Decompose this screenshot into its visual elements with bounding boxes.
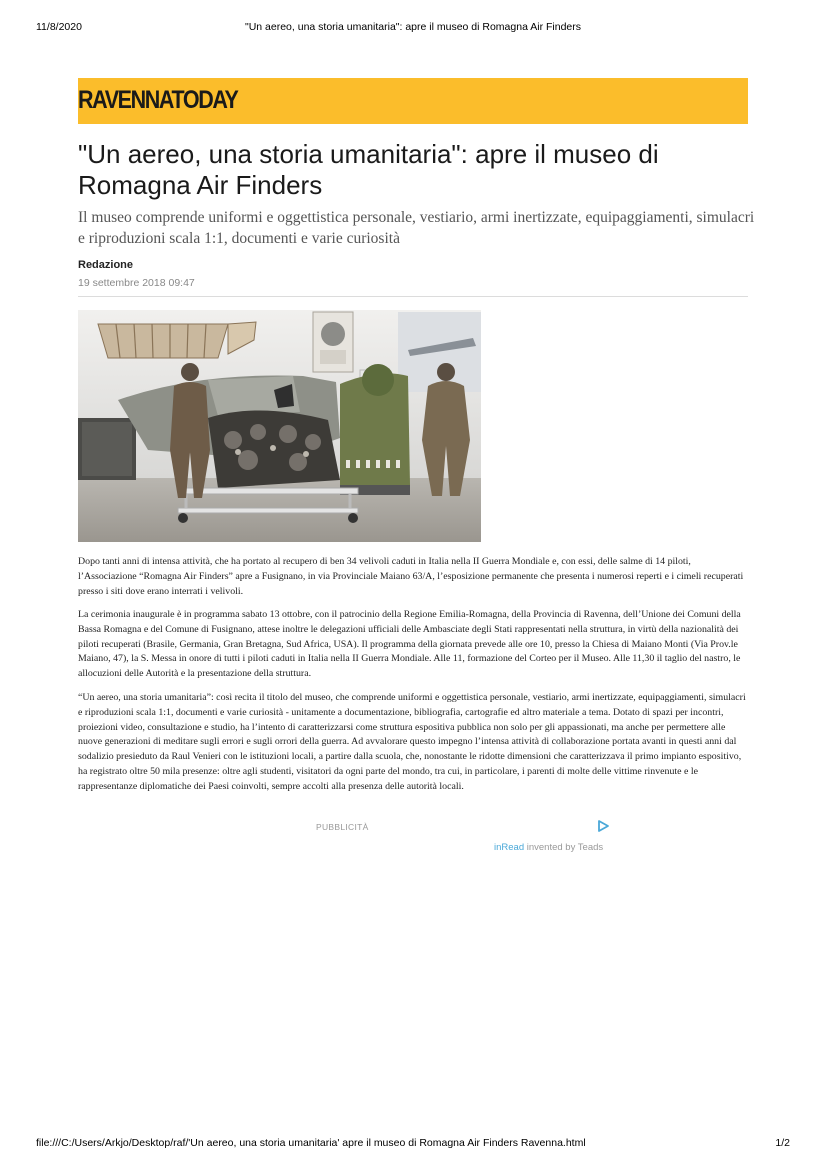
print-header [0, 21, 826, 35]
article-paragraph: La cerimonia inaugurale è in programma sabato 13 ottobre, con il patrocinio della Regione Emilia-Romagna, della Provincia di Ravenna, dell’Unione dei Comuni della Bassa Romagna e del Comune di Fusignano, attese inoltre le delegazioni ufficiali delle Ambasciate degli Stati rappresentati nella struttura, in virtù della nazionalità dei piloti recuperati (Brasile, Germania, Gran Bretagna, Sud Africa, USA). Il programma della giornata prevede alle ore 10, presso la Chiesa di Maiano Monti (Via Prov.le Maiano, 47), la S. Messa in onore di tutti i piloti caduti in Italia nella II Guerra Mondiale. Alle 11, formazione del Corteo per il Museo. Alle 11,30 il taglio del nastro, le allocuzioni delle Autorità e la presentazione della struttura. [78, 609, 741, 680]
article-photo [78, 310, 481, 542]
ad-credit[interactable] [494, 842, 603, 853]
article-subtitle: Il museo comprende uniformi e oggettistica personale, vestiario, armi inertizzate, equipaggiamenti, simulacri e riproduzioni scala 1:1, documenti e varie curiosità [78, 209, 755, 247]
article-headline: "Un aereo, una storia umanitaria": apre il museo di Romagna Air Finders [78, 139, 659, 200]
print-date: 11/8/2020 [36, 21, 82, 33]
print-page-number: 1/2 [775, 1137, 790, 1149]
article-date: 19 settembre 2018 09:47 [78, 277, 195, 289]
ad-label: PUBBLICITÀ [316, 822, 369, 832]
print-footer [0, 1137, 826, 1151]
divider [78, 296, 748, 297]
print-title: "Un aereo, una storia umanitaria": apre il museo di Romagna Air Finders [244, 21, 582, 33]
article-paragraph: “Un aereo, una storia umanitaria”: così recita il titolo del museo, che comprende uniformi e oggettistica personale, vestiario, armi inertizzate, equipaggiamenti, simulacri e riproduzioni scala 1:1, documenti e varie curiosità - unitamente a documentazione, bibliografia, cartografie ed altro materiale a tema. Dotato di spazi per incontri, proiezioni video, consultazione e studio, ha l’intento di caratterizzarsi come struttura espositiva pubblica non solo per gli appassionati, ma anche per permettere alle nuove generazioni di meditare sugli errori e sugli orrori della guerra. Ad avvalorare questo impegno l’intensa attività di collaborazione portata avanti in questi anni dal sodalizio presieduto da Raul Venieri con le istituzioni locali, a partire dalla scuola, che, nonostante le ridotte dimensioni che caratterizzava il primo impianto espositivo, ha registrato oltre 50 mila presenze: oltre agli studenti, visitatori da ogni parte del mondo, tra cui, in particolare, i parenti di molte delle vittime rinvenute e le rappresentanze diplomatiche dei Paesi coinvolti, sempre accolti alla presenza delle autorità locali. [78, 692, 746, 792]
ad-credit-brand[interactable]: inRead [494, 842, 525, 853]
article-author[interactable]: Redazione [78, 259, 134, 271]
print-url: file:///C:/Users/Arkjo/Desktop/raf/'Un aereo, una storia umanitaria' apre il museo di Romagna Air Finders Ravenna.html [36, 1137, 586, 1149]
play-triangle-icon[interactable] [596, 819, 610, 833]
article-paragraph: Dopo tanti anni di intensa attività, che ha portato al recupero di ben 34 velivoli caduti in Italia nella II Guerra Mondiale e, con essi, delle salme di 14 piloti, l’Associazione “Romagna Air Finders” apre a Fusignano, in via Provinciale Maiano 63/A, l’esposizione permanente che presenta i numerosi reperti e i cimeli recuperati presso i siti dove erano interrati i velivoli. [78, 556, 744, 597]
ad-credit-text: invented by Teads [524, 842, 604, 853]
site-logo[interactable]: RAVENNATODAY [78, 86, 238, 114]
brand-bar [78, 78, 748, 124]
